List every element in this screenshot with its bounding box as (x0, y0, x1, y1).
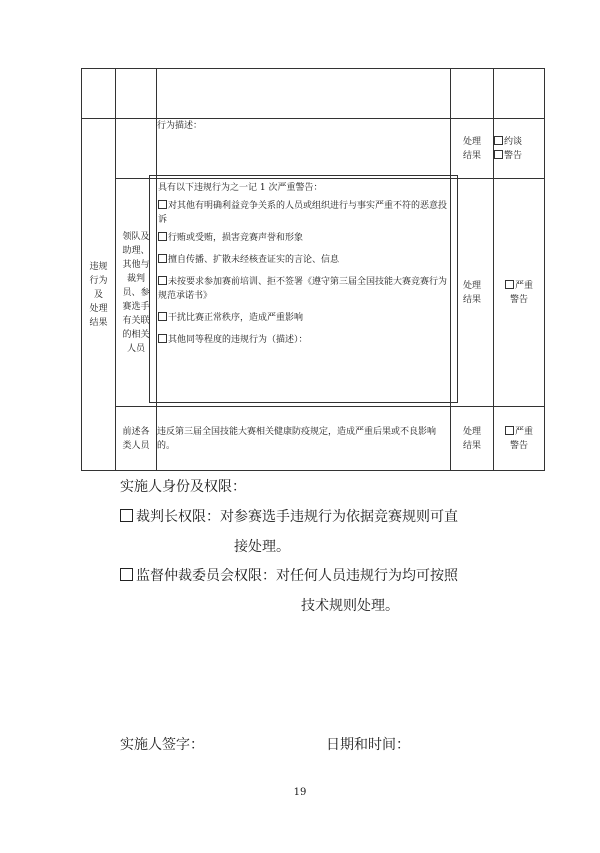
table-row-empty-top (82, 69, 545, 119)
penalty-options (494, 119, 545, 179)
table-row-all-personnel (82, 407, 545, 471)
authority-option-chief-judge[interactable]: 裁判长权限：对参赛选手违规行为依据竞赛规则可直 (120, 507, 458, 527)
violation-item[interactable]: 未按要求参加赛前培训、拒不签署《遵守第三届全国技能大赛竞赛行为规范承诺书》 (158, 277, 448, 301)
penalty-option-warning[interactable]: 警告 (494, 149, 544, 163)
violation-item[interactable]: 其他同等程度的违规行为（描述）： (158, 333, 449, 347)
authority-heading: 实施人身份及权限： (120, 479, 246, 495)
table-row-description (82, 119, 545, 179)
checkbox-icon (505, 280, 514, 289)
checkbox-icon (158, 200, 167, 209)
category-all-personnel: 前述各 类人员 (116, 407, 157, 471)
health-rule-description: 违反第三届全国技能大赛相关健康防疫规定，造成严重后果或不良影响的。 (157, 407, 451, 471)
violation-list-cell (157, 179, 451, 407)
violation-item[interactable]: 干扰比赛正常秩序，造成严重影响 (158, 311, 449, 325)
penalty-option-serious-warning[interactable]: 严重 (494, 425, 544, 439)
result-label: 处理 结果 (451, 407, 494, 471)
checkbox-icon (158, 334, 167, 343)
penalty-option-serious-warning[interactable]: 严重 (494, 279, 544, 293)
document-page: 违规 行为 及 处理 结果 行为描述： 处理 结果 约谈 警告 领队及 助理、 其他与 裁判 员、参 赛选手 有关联 的相关 人员 具有以下违规行为之一记 1 次严重警告： 对其他有明确利益竞争关系的人员或组织进行与事实严重不符的恶意投诉 行贿或受贿，损害竞赛声誉和形象 擅自传播、扩散未经核查证实的言论、信息 未按要求参加赛前培训、拒不签署《遵守第三届全国技能大赛竞赛行为规范承诺书》 干扰比赛正常秩序，造成严重影响 其他同等程度的违规行为（描述）： 处理 结果 严重 警告 前述各 类人员 违反第三届全国技能大赛相关健康防疫规定，造成严重后果或不良影响的。 处理 结果 严重 警告 实施人身份及权限： 裁判长权限：对参赛选手违规行为依据竞赛规则可直 接处理。 监督仲裁委员会权限：对任何人员违规行为均可按照 技术规则处理。 实施人签字： 日期和时间： 19 (0, 0, 600, 853)
behavior-description-cell: 行为描述： (157, 119, 451, 179)
penalty-option-talk[interactable]: 约谈 (494, 135, 544, 149)
penalty-options: 严重 警告 (494, 407, 545, 471)
table-row-related-personnel (82, 179, 545, 407)
violation-item[interactable]: 行贿或受贿，损害竞赛声誉和形象 (158, 231, 449, 245)
violation-item[interactable]: 擅自传播、扩散未经核查证实的言论、信息 (158, 253, 449, 267)
signer-label: 实施人签字： (120, 737, 204, 753)
checkbox-icon (120, 568, 133, 581)
checkbox-icon (158, 254, 167, 263)
checkbox-icon (494, 136, 503, 145)
checkbox-icon (120, 509, 133, 522)
checkbox-icon (505, 426, 514, 435)
violation-list-box: 具有以下违规行为之一记 1 次严重警告： 对其他有明确利益竞争关系的人员或组织进行与事实严重不符的恶意投诉 行贿或受贿，损害竞赛声誉和形象 擅自传播、扩散未经核查证实的言论、信息 未按要求参加赛前培训、拒不签署《遵守第三届全国技能大赛竞赛行为规范承诺书》 干扰比赛正常秩序，造成严重影响 其他同等程度的违规行为（描述）： (149, 175, 458, 403)
checkbox-icon (158, 276, 167, 285)
page-number: 19 (293, 787, 307, 798)
violation-item[interactable]: 对其他有明确利益竞争关系的人员或组织进行与事实严重不符的恶意投诉 (158, 201, 448, 225)
penalty-options: 严重 警告 (494, 179, 545, 407)
checkbox-icon (158, 232, 167, 241)
result-label: 处理 结果 (451, 119, 494, 179)
violation-table (81, 68, 545, 471)
checkbox-icon (158, 312, 167, 321)
result-label: 处理 结果 (451, 179, 494, 407)
category-related-personnel: 领队及 助理、 其他与 裁判 员、参 赛选手 有关联 的相关 人员 (116, 179, 157, 407)
violation-side-label: 违规 行为 及 处理 结果 (82, 119, 116, 471)
checkbox-icon (494, 150, 503, 159)
authority-option-arbitration[interactable]: 监督仲裁委员会权限：对任何人员违规行为均可按照 (120, 566, 458, 586)
date-time-label: 日期和时间： (326, 737, 410, 753)
